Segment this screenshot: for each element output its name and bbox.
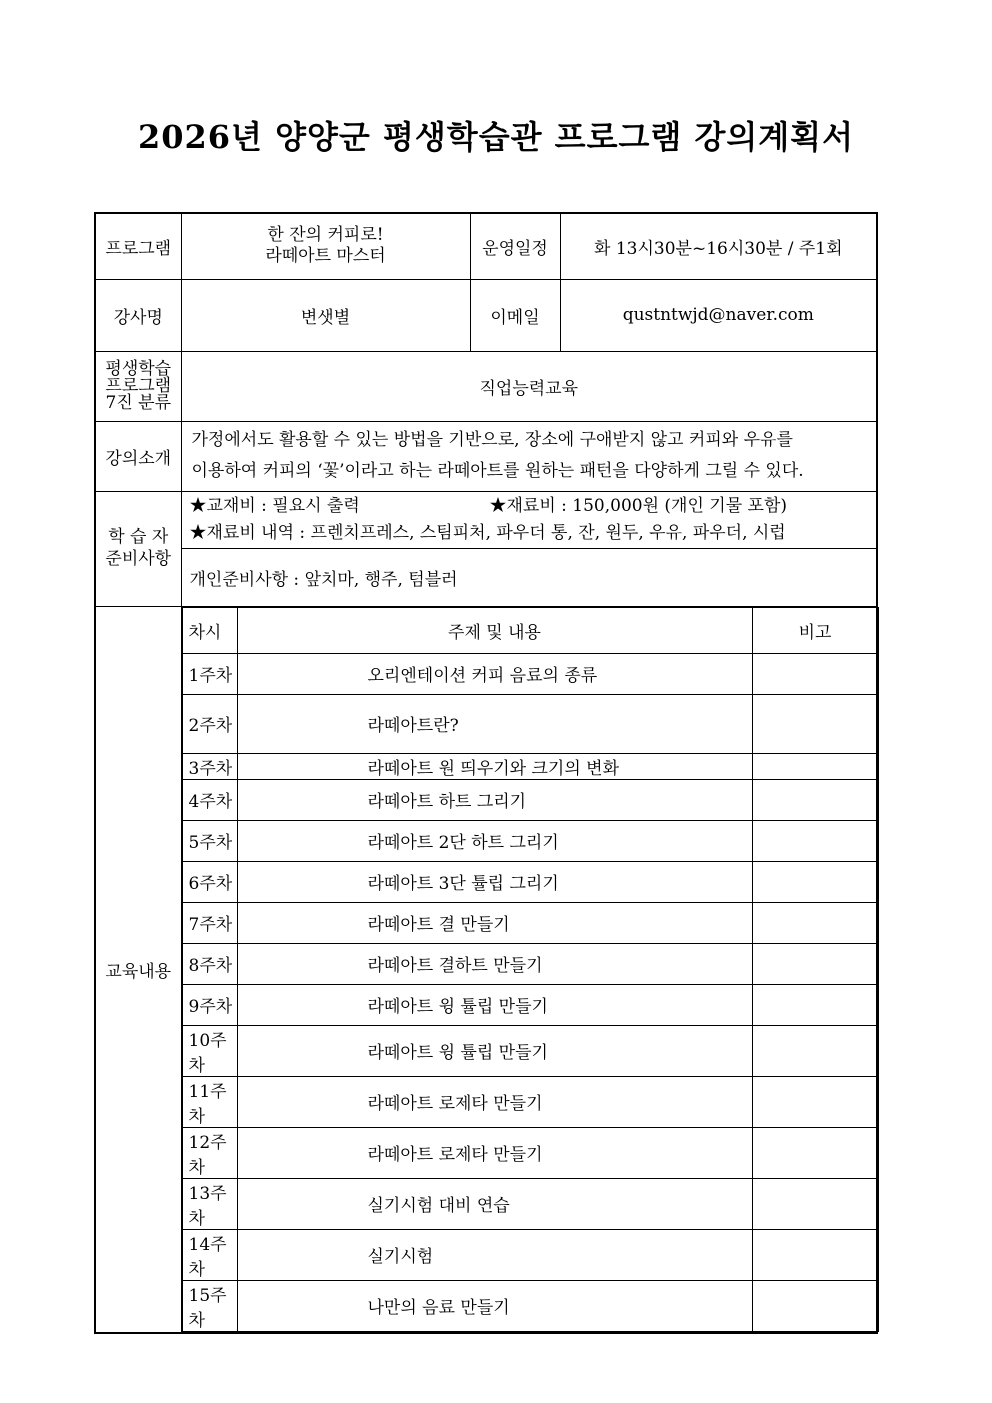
topic-cell: 실기시험 bbox=[237, 1229, 752, 1280]
week-cell: 12주차 bbox=[182, 1127, 237, 1178]
col-topic-header: 주제 및 내용 bbox=[237, 607, 752, 653]
schedule-label: 운영일정 bbox=[470, 213, 560, 279]
intro-text bbox=[181, 421, 877, 491]
category-label bbox=[95, 351, 181, 421]
col-note-header: 비고 bbox=[752, 607, 878, 653]
week-cell: 5주차 bbox=[182, 820, 237, 861]
document-title: 2026년 양양군 평생학습관 프로그램 강의계획서 bbox=[137, 118, 855, 156]
topic-cell: 라떼아트 하트 그리기 bbox=[237, 779, 752, 820]
topic-cell: 라떼아트 로제타 만들기 bbox=[237, 1076, 752, 1127]
curriculum-row bbox=[182, 694, 878, 753]
email-label: 이메일 bbox=[470, 279, 560, 351]
note-cell bbox=[752, 653, 878, 694]
textbook-fee: ★교재비 : 필요시 출력 bbox=[189, 495, 360, 516]
note-cell bbox=[752, 694, 878, 753]
intro-label: 강의소개 bbox=[95, 421, 181, 491]
prep-fees bbox=[181, 491, 877, 548]
note-cell bbox=[752, 943, 878, 984]
topic-cell: 라떼아트 로제타 만들기 bbox=[237, 1127, 752, 1178]
week-cell: 7주차 bbox=[182, 902, 237, 943]
curriculum-row bbox=[182, 861, 878, 902]
note-cell bbox=[752, 861, 878, 902]
curriculum-row bbox=[182, 779, 878, 820]
curriculum-row bbox=[182, 902, 878, 943]
topic-cell: 나만의 음료 만들기 bbox=[237, 1280, 752, 1331]
week-cell: 13주차 bbox=[182, 1178, 237, 1229]
note-cell bbox=[752, 1229, 878, 1280]
week-cell: 11주차 bbox=[182, 1076, 237, 1127]
personal-prep: 개인준비사항 : 앞치마, 행주, 텀블러 bbox=[181, 548, 877, 606]
topic-cell: 라떼아트 결 만들기 bbox=[237, 902, 752, 943]
week-cell: 10주차 bbox=[182, 1025, 237, 1076]
topic-cell: 실기시험 대비 연습 bbox=[237, 1178, 752, 1229]
lecture-plan-table bbox=[94, 212, 878, 1334]
program-name-line1: 한 잔의 커피로! bbox=[267, 225, 384, 245]
prep-label-line2: 준비사항 bbox=[105, 548, 172, 569]
note-cell bbox=[752, 779, 878, 820]
intro-line2: 이용하여 커피의 ‘꽃’이라고 하는 라떼아트를 원하는 패턴을 다양하게 그릴 수 있다. bbox=[191, 461, 804, 481]
note-cell bbox=[752, 820, 878, 861]
curriculum-row bbox=[182, 984, 878, 1025]
week-cell: 3주차 bbox=[182, 753, 237, 779]
curriculum-row bbox=[182, 653, 878, 694]
topic-cell: 라떼아트 윙 튤립 만들기 bbox=[237, 1025, 752, 1076]
curriculum-row bbox=[182, 1076, 878, 1127]
note-cell bbox=[752, 902, 878, 943]
curriculum-row bbox=[182, 943, 878, 984]
program-name bbox=[181, 213, 470, 279]
topic-cell: 오리엔테이션 커피 음료의 종류 bbox=[237, 653, 752, 694]
curriculum-row bbox=[182, 1025, 878, 1076]
program-label: 프로그램 bbox=[95, 213, 181, 279]
material-detail: ★재료비 내역 : 프렌치프레스, 스팀피처, 파우더 통, 잔, 원두, 우유, 파우더, 시럽 bbox=[189, 522, 786, 543]
category-label-line1: 평생학습 bbox=[105, 358, 172, 379]
program-name-line2: 라떼아트 마스터 bbox=[265, 246, 386, 267]
note-cell bbox=[752, 1127, 878, 1178]
note-cell bbox=[752, 1076, 878, 1127]
week-cell: 6주차 bbox=[182, 861, 237, 902]
intro-line1: 가정에서도 활용할 수 있는 방법을 기반으로, 장소에 구애받지 않고 커피와 우유를 bbox=[191, 430, 793, 450]
curriculum-row bbox=[182, 1229, 878, 1280]
topic-cell: 라떼아트 결하트 만들기 bbox=[237, 943, 752, 984]
category-value: 직업능력교육 bbox=[181, 351, 877, 421]
curriculum-row bbox=[182, 1178, 878, 1229]
note-cell bbox=[752, 1280, 878, 1331]
schedule-value: 화 13시30분~16시30분 / 주1회 bbox=[560, 213, 877, 279]
week-cell: 15주차 bbox=[182, 1280, 237, 1331]
topic-cell: 라떼아트란? bbox=[237, 694, 752, 753]
curriculum-row bbox=[182, 820, 878, 861]
topic-cell: 라떼아트 3단 튤립 그리기 bbox=[237, 861, 752, 902]
note-cell bbox=[752, 1178, 878, 1229]
curriculum-table bbox=[182, 607, 879, 1332]
email-value: qustntwjd@naver.com bbox=[560, 279, 877, 351]
note-cell bbox=[752, 753, 878, 779]
curriculum-row bbox=[182, 1280, 878, 1331]
week-cell: 14주차 bbox=[182, 1229, 237, 1280]
week-cell: 8주차 bbox=[182, 943, 237, 984]
prep-fees-line1 bbox=[190, 493, 869, 520]
week-cell: 9주차 bbox=[182, 984, 237, 1025]
curriculum-row bbox=[182, 753, 878, 779]
week-cell: 1주차 bbox=[182, 653, 237, 694]
category-label-line3: 7진 분류 bbox=[105, 392, 171, 413]
category-label-line2: 프로그램 bbox=[105, 375, 172, 396]
col-week-header: 차시 bbox=[182, 607, 237, 653]
prep-label-line1: 학 습 자 bbox=[108, 527, 169, 548]
week-cell: 2주차 bbox=[182, 694, 237, 753]
topic-cell: 라떼아트 윙 튤립 만들기 bbox=[237, 984, 752, 1025]
instructor-label: 강사명 bbox=[95, 279, 181, 351]
curriculum-row bbox=[182, 1127, 878, 1178]
topic-cell: 라떼아트 원 띄우기와 크기의 변화 bbox=[237, 753, 752, 779]
note-cell bbox=[752, 1025, 878, 1076]
prep-label bbox=[95, 491, 181, 606]
note-cell bbox=[752, 984, 878, 1025]
topic-cell: 라떼아트 2단 하트 그리기 bbox=[237, 820, 752, 861]
material-fee: ★재료비 : 150,000원 (개인 기물 포함) bbox=[489, 495, 788, 516]
week-cell: 4주차 bbox=[182, 779, 237, 820]
curriculum-label: 교육내용 bbox=[95, 606, 181, 1333]
instructor-name: 변샛별 bbox=[181, 279, 470, 351]
